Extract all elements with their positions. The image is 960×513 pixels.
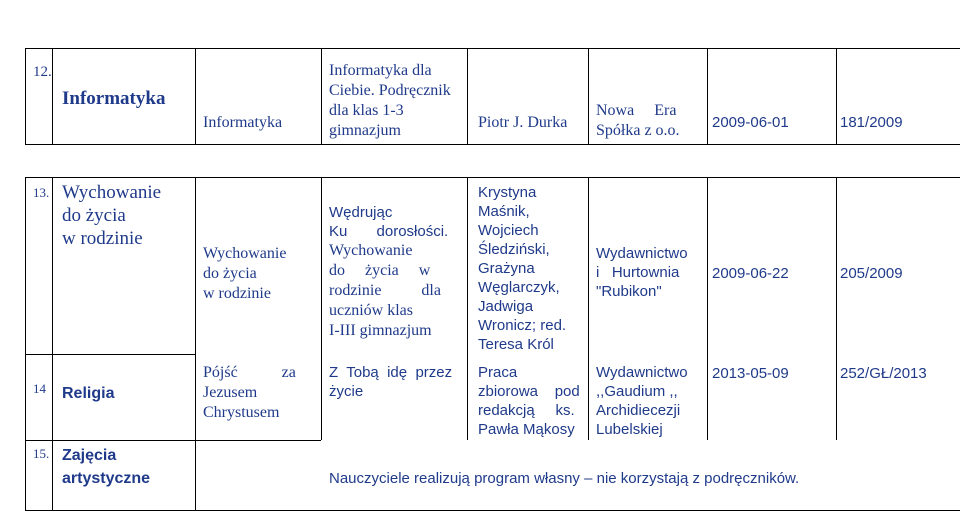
subject-name: Religia [62, 385, 115, 402]
table-line-col4 [467, 48, 468, 144]
table-line-col3 [321, 48, 322, 144]
textbook-title: Wędrując Ku dorosłości. Wychowanie do życia w rodzinie dla uczniów klas I-III gimnazjum [329, 204, 449, 339]
table-line-bottom [25, 510, 960, 511]
note-text: Nauczyciele realizują program własny – nie korzystają z podręczników. [329, 470, 800, 487]
approval-date: 2009-06-22 [712, 265, 789, 282]
textbook-authors: Praca zbiorowa pod redakcją ks. Pawła Mąkosy [478, 364, 580, 438]
table-line-col7 [836, 48, 837, 144]
table-line-col5-2 [588, 177, 589, 440]
table-line-note-top [195, 440, 321, 441]
education-area: Wychowanie do życia w rodzinie [203, 245, 287, 302]
table-line-row12-bottom [25, 144, 960, 145]
publisher: Nowa Era Spółka z o.o. [596, 102, 680, 139]
row-number: 15. [33, 446, 50, 461]
textbook-authors: Piotr J. Durka [478, 114, 568, 131]
approval-date: 2009-06-01 [712, 114, 789, 131]
table-line-col6 [707, 48, 708, 144]
education-area: Pójść za Jezusem Chrystusem [203, 364, 296, 421]
registration-number: 252/GŁ/2013 [840, 365, 927, 382]
publisher: Wydawnictwo ,,Gaudium ,, Archidiecezji Lubelskiej [596, 364, 688, 438]
table-line-row13-top [25, 177, 960, 178]
textbook-title: Informatyka dla Ciebie. Podręcznik dla klas 1-3 gimnazjum [329, 62, 451, 139]
approval-date: 2013-05-09 [712, 365, 789, 382]
subject-name: Informatyka [62, 88, 166, 109]
table-line-col5 [588, 48, 589, 144]
textbook-title: Z Tobą idę przez życie [329, 364, 453, 400]
table-line-col4-2 [467, 177, 468, 440]
textbook-authors: Krystyna Maśnik, Wojciech Śledziński, Grażyna Węglarczyk, Jadwiga Wronicz; red. Teresa Król [478, 184, 567, 353]
table-line-row14-top [25, 354, 195, 355]
row-number: 13. [33, 185, 50, 200]
table-line-col1-2 [52, 177, 53, 511]
table-line-col6-2 [707, 177, 708, 440]
row-number: 14 [33, 381, 46, 396]
subject-name: Zajęcia artystyczne [62, 447, 151, 487]
education-area: Informatyka [203, 114, 283, 131]
registration-number: 181/2009 [840, 114, 903, 131]
table-line-col2-2 [195, 177, 196, 511]
table-line-left-2 [25, 177, 26, 511]
table-line-col3-2 [321, 177, 322, 440]
table-line-col7-2 [836, 177, 837, 440]
row-number: 12. [33, 64, 52, 80]
table-line-left [25, 48, 26, 144]
subject-name: Wychowanie do życia w rodzinie [62, 182, 162, 249]
table-line-row15-top [25, 440, 195, 441]
table-line-top [25, 48, 960, 49]
table-line-col1 [52, 48, 53, 144]
table-line-col2 [195, 48, 196, 144]
publisher: Wydawnictwo i Hurtownia "Rubikon" [596, 245, 688, 300]
registration-number: 205/2009 [840, 265, 903, 282]
